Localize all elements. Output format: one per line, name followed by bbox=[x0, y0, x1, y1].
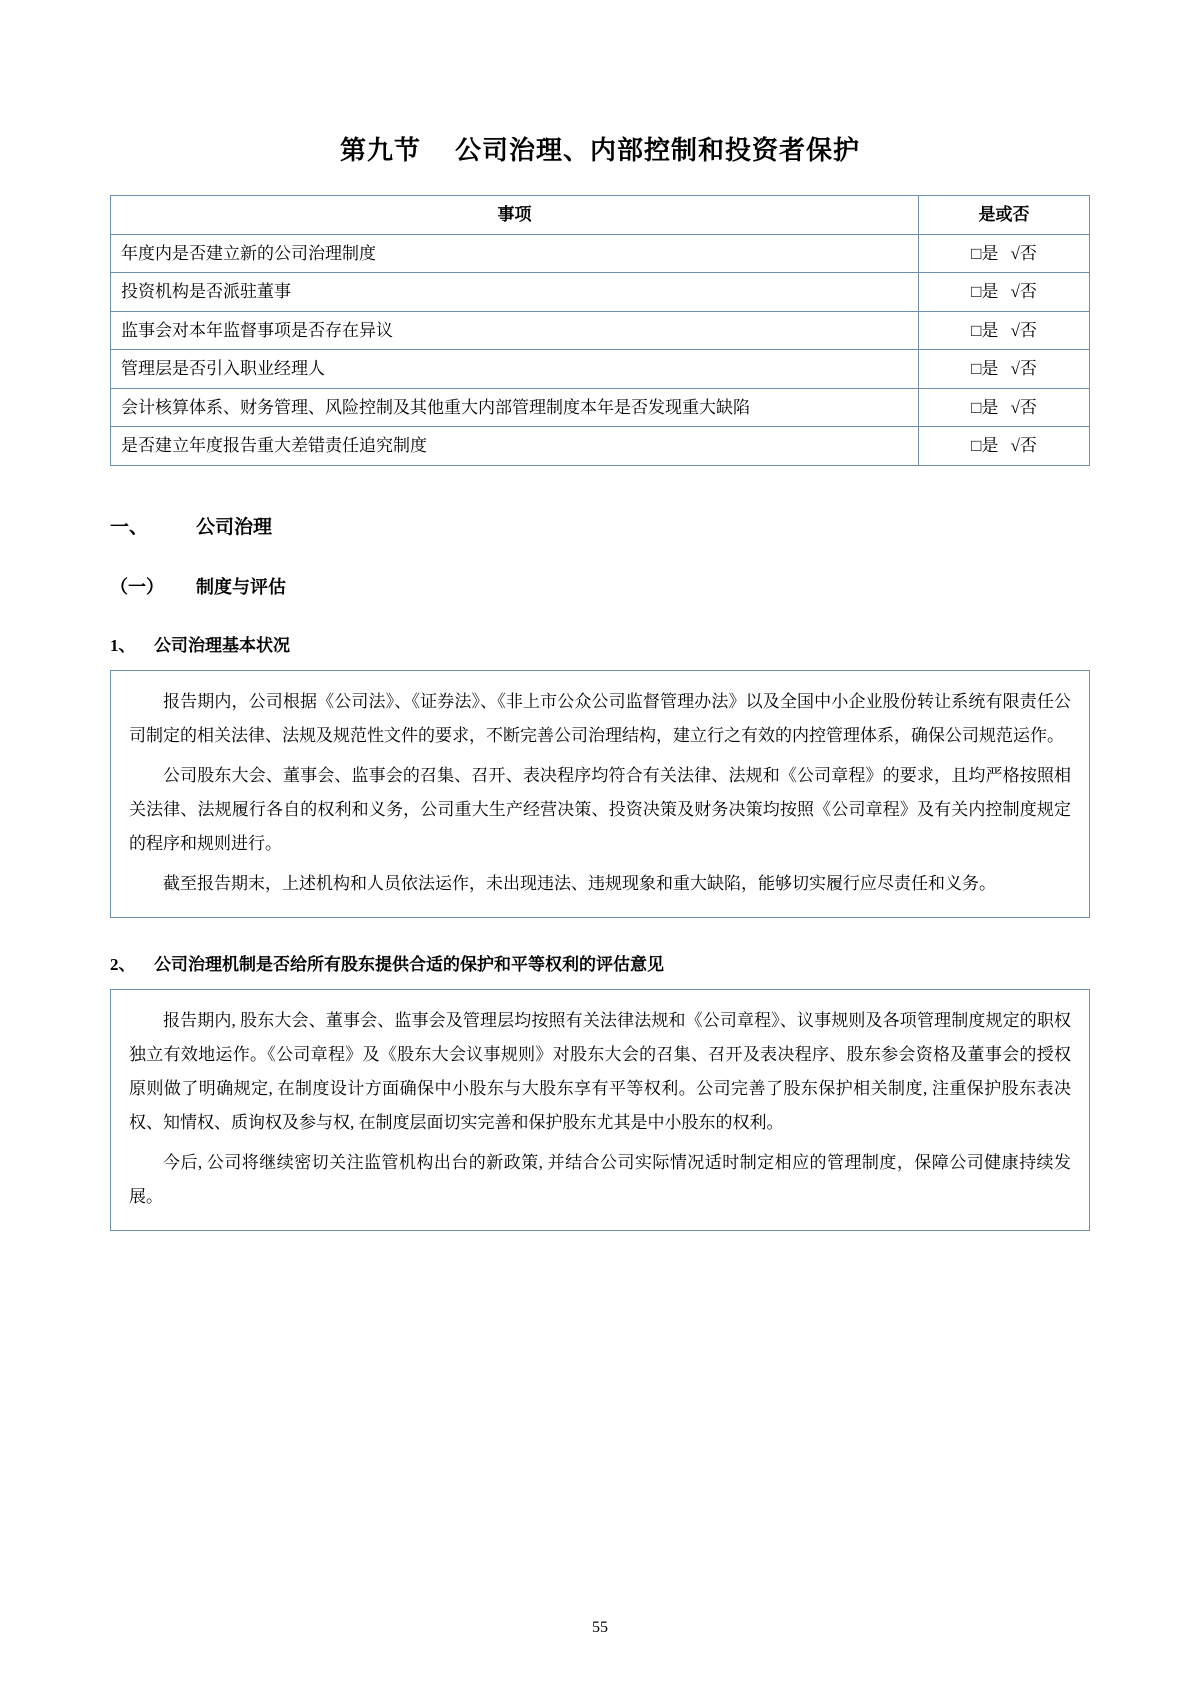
matter-answer bbox=[919, 388, 1090, 427]
matter-item: 年度内是否建立新的公司治理制度 bbox=[111, 234, 919, 273]
answer-no-option[interactable]: √否 bbox=[1010, 243, 1037, 263]
paragraph: 截至报告期末，上述机构和人员依法运作，未出现违法、违规现象和重大缺陷，能够切实履行应尽责任和义务。 bbox=[163, 873, 996, 893]
matter-item: 投资机构是否派驻董事 bbox=[111, 273, 919, 312]
section-label: 公司治理 bbox=[196, 516, 273, 538]
column-header-answer: 是或否 bbox=[919, 196, 1090, 235]
matter-answer bbox=[919, 311, 1090, 350]
matter-item: 是否建立年度报告重大差错责任追究制度 bbox=[111, 427, 919, 466]
section-heading-level1 bbox=[110, 512, 1090, 539]
table-row bbox=[111, 388, 1090, 427]
answer-no-option[interactable]: √否 bbox=[1010, 436, 1037, 455]
matters-table bbox=[110, 195, 1090, 466]
content-box-item2 bbox=[110, 989, 1090, 1231]
paragraph: 今后, 公司将继续密切关注监管机构出台的新政策, 并结合公司实际情况适时制定相应的管理制度，保障公司健康持续发展。 bbox=[129, 1152, 1071, 1206]
answer-yes-option[interactable]: □是 bbox=[971, 243, 999, 263]
matter-item: 管理层是否引入职业经理人 bbox=[111, 350, 919, 389]
matter-answer bbox=[919, 234, 1090, 273]
subsection-number: （一） bbox=[110, 576, 164, 597]
matter-answer bbox=[919, 273, 1090, 312]
content-box-item1 bbox=[110, 670, 1090, 918]
matters-table-head bbox=[111, 196, 1090, 235]
section-number: 一、 bbox=[110, 516, 149, 538]
paragraph: 报告期内，公司根据《公司法》、《证券法》、《非上市公众公司监督管理办法》以及全国中小企业股份转让系统有限责任公司制定的相关法律、法规及规范性文件的要求，不断完善公司治理结构，建立行之有效的内控管理体系，确保公司规范运作。 bbox=[129, 691, 1071, 745]
subsection-label: 制度与评估 bbox=[196, 576, 286, 597]
table-row bbox=[111, 427, 1090, 466]
page-title-prefix: 第九节 bbox=[339, 136, 421, 165]
matter-answer bbox=[919, 350, 1090, 389]
section-heading-item1 bbox=[110, 631, 1090, 656]
answer-yes-option[interactable]: □是 bbox=[971, 359, 999, 378]
answer-no-option[interactable]: √否 bbox=[1010, 320, 1037, 340]
item-label: 公司治理机制是否给所有股东提供合适的保护和平等权利的评估意见 bbox=[154, 954, 664, 974]
matter-item: 监事会对本年监督事项是否存在异议 bbox=[111, 311, 919, 350]
table-row bbox=[111, 350, 1090, 389]
page-number: 55 bbox=[592, 1619, 608, 1636]
page-title bbox=[110, 130, 1090, 167]
answer-no-option[interactable]: √否 bbox=[1010, 359, 1037, 378]
page-title-main: 公司治理、内部控制和投资者保护 bbox=[455, 136, 861, 165]
answer-no-option[interactable]: √否 bbox=[1010, 397, 1037, 417]
paragraph: 公司股东大会、董事会、监事会的召集、召开、表决程序均符合有关法律、法规和《公司章程》的要求，且均严格按照相关法律、法规履行各自的权利和义务，公司重大生产经营决策、投资决策及财务决策均按照《公司章程》及有关内控制度规定的程序和规则进行。 bbox=[129, 765, 1071, 853]
section-heading-level2 bbox=[110, 573, 1090, 599]
item-label: 公司治理基本状况 bbox=[154, 635, 290, 655]
answer-yes-option[interactable]: □是 bbox=[971, 436, 999, 455]
table-row bbox=[111, 273, 1090, 312]
table-row bbox=[111, 311, 1090, 350]
matter-item: 会计核算体系、财务管理、风险控制及其他重大内部管理制度本年是否发现重大缺陷 bbox=[111, 388, 919, 427]
column-header-item: 事项 bbox=[111, 196, 919, 235]
section-heading-item2 bbox=[110, 950, 1090, 975]
table-row bbox=[111, 234, 1090, 273]
item-number: 1、 bbox=[110, 635, 136, 655]
matter-answer bbox=[919, 427, 1090, 466]
item-number: 2、 bbox=[110, 954, 136, 974]
answer-yes-option[interactable]: □是 bbox=[971, 397, 999, 417]
answer-no-option[interactable]: √否 bbox=[1010, 282, 1037, 301]
matters-table-body bbox=[111, 234, 1090, 465]
answer-yes-option[interactable]: □是 bbox=[971, 282, 999, 301]
answer-yes-option[interactable]: □是 bbox=[971, 320, 999, 340]
table-header-row bbox=[111, 196, 1090, 235]
paragraph: 报告期内, 股东大会、董事会、监事会及管理层均按照有关法律法规和《公司章程》、议事规则及各项管理制度规定的职权独立有效地运作。《公司章程》及《股东大会议事规则》对股东大会的召集、召开及表决程序、股东参会资格及董事会的授权原则做了明确规定, 在制度设计方面确保中小股东与大股东享有平等权利。公司完善了股东保护相关制度, 注重保护股东表决权、知情权、质询权及参与权, 在制度层面切实完善和保护股东尤其是中小股东的权利。 bbox=[129, 1010, 1071, 1132]
